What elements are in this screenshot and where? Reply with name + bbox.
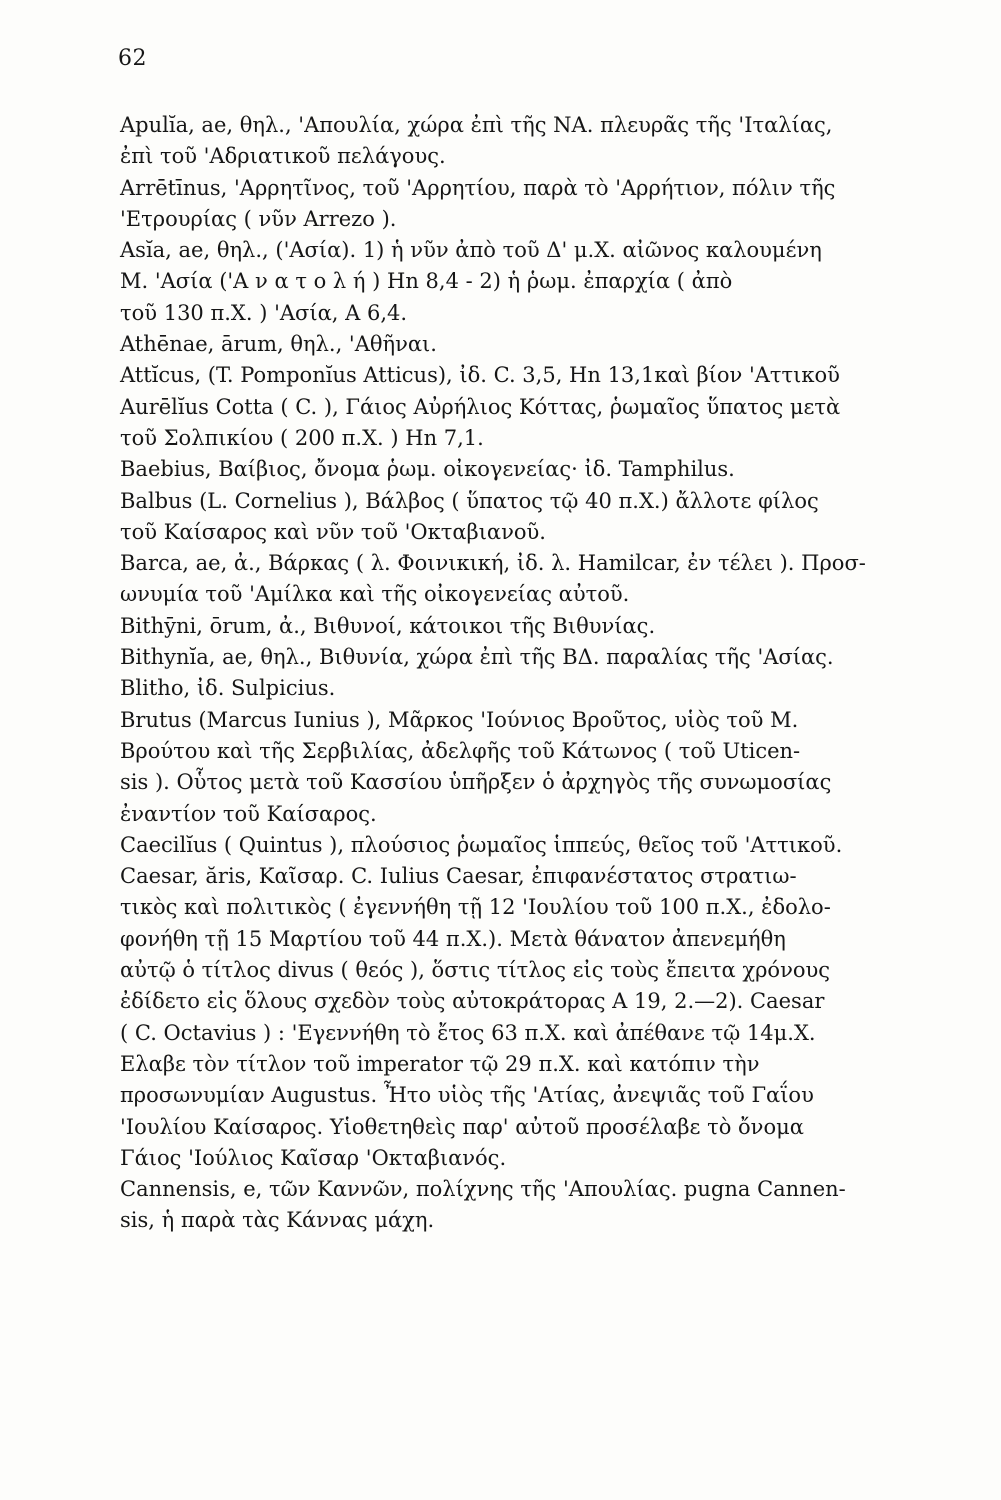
dictionary-entry [120, 1174, 980, 1237]
entry-headword-line: Aurēlĭus Cotta ( C. ), Γάιος Αὐρήλιος Κόττας, ῥωμαῖος ὕπατος μετὰ [120, 394, 841, 419]
entry-headword-line: Balbus (L. Cornelius ), Βάλβος ( ὕπατος τῷ 40 π.Χ.) ἄλλοτε φίλος [120, 488, 819, 513]
entry-headword-line: Caecilĭus ( Quintus ), πλούσιος ῥωμαῖος ἱππεύς, θεῖος τοῦ 'Αττικοῦ. [120, 832, 843, 857]
dictionary-entry [120, 611, 980, 642]
entry-headword-line: Asĭa, ae, θηλ., ('Ασία). 1) ἡ νῦν ἀπὸ τοῦ Δ' μ.Χ. αἰῶνος καλουμένη [120, 238, 822, 263]
entry-continuation-line: τοῦ 130 π.Χ. ) 'Ασία, A 6,4. [120, 300, 408, 325]
entry-continuation-line: sis ). Οὗτος μετὰ τοῦ Κασσίου ὑπῆρξεν ὁ ἀρχηγὸς τῆς συνωμοσίας [120, 770, 832, 795]
entry-headword-line: Caesar, ăris, Καῖσαρ. C. Iulius Caesar, ἐπιφανέστατος στρατιω- [120, 864, 797, 889]
dictionary-entries [120, 110, 980, 1237]
entry-continuation-line: αὐτῷ ὁ τίτλος divus ( θεός ), ὅστις τίτλος εἰς τοὺς ἔπειτα χρόνους [120, 958, 831, 983]
entry-headword-line: Bithȳni, ōrum, ἀ., Βιθυνοί, κάτοικοι τῆς Βιθυνίας. [120, 613, 656, 638]
entry-headword-line: Apulĭa, ae, θηλ., 'Απουλία, χώρα ἐπὶ τῆς ΝΑ. πλευρᾶς τῆς 'Ιταλίας, [120, 113, 833, 137]
dictionary-entry [120, 861, 980, 1174]
dictionary-entry [120, 705, 980, 830]
dictionary-entry [120, 173, 980, 236]
entry-continuation-line: φονήθη τῇ 15 Μαρτίου τοῦ 44 π.Χ.). Μετὰ θάνατον ἀπενεμήθη [120, 926, 786, 951]
entry-headword-line: Baebius, Βαίβιος, ὄνομα ῥωμ. οἰκογενείας· ἰδ. Tamphilus. [120, 457, 735, 482]
entry-headword-line: Arrētīnus, 'Αρρητῖνος, τοῦ 'Αρρητίου, παρὰ τὸ 'Αρρήτιον, πόλιν τῆς [120, 175, 836, 200]
entry-continuation-line: Βρούτου καὶ τῆς Σερβιλίας, ἀδελφῆς τοῦ Κάτωνος ( τοῦ Uticen- [120, 738, 801, 763]
entry-continuation-line: 'Ετρουρίας ( νῦν Arrezo ). [120, 206, 397, 231]
entry-continuation-line: 'Ιουλίου Καίσαρος. Υἱοθετηθεὶς παρ' αὐτοῦ προσέλαβε τὸ ὄνομα [120, 1114, 804, 1139]
dictionary-entry [120, 329, 980, 360]
entry-continuation-line: ἐδίδετο εἰς ὅλους σχεδὸν τοὺς αὐτοκράτορας A 19, 2.—2). Caesar [120, 989, 825, 1014]
entry-continuation-line: Ελαβε τὸν τίτλον τοῦ imperator τῷ 29 π.Χ. καὶ κατόπιν τὴν [120, 1051, 760, 1076]
entry-headword-line: Athēnae, ārum, θηλ., 'Αθῆναι. [120, 332, 437, 357]
entry-continuation-line: τοῦ Καίσαρος καὶ νῦν τοῦ 'Οκταβιανοῦ. [120, 519, 546, 544]
dictionary-entry [120, 548, 980, 611]
entry-headword-line: Barca, ae, ἀ., Βάρκας ( λ. Φοινικική, ἰδ. λ. Hamilcar, ἐν τέλει ). Προσ- [120, 551, 866, 576]
entry-continuation-line: ἐναντίον τοῦ Καίσαρος. [120, 801, 377, 826]
entry-continuation-line: τοῦ Σολπικίου ( 200 π.Χ. ) Hn 7,1. [120, 425, 484, 450]
dictionary-entry [120, 392, 980, 455]
dictionary-entry [120, 235, 980, 329]
dictionary-entry [120, 486, 980, 549]
entry-continuation-line: Μ. 'Ασία ('Α ν α τ ο λ ή ) Hn 8,4 - 2) ἡ ῥωμ. ἐπαρχία ( ἀπὸ [120, 269, 733, 294]
dictionary-entry [120, 830, 980, 861]
entry-continuation-line: προσωνυμίαν Augustus. Ἦτο υἱὸς τῆς 'Ατίας, ἀνεψιᾶς τοῦ Γαΐου [120, 1083, 814, 1108]
page-number: 62 [118, 46, 147, 71]
entry-continuation-line: ἐπὶ τοῦ 'Αδριατικοῦ πελάγους. [120, 144, 446, 169]
entry-headword-line: Attĭcus, (T. Pomponĭus Atticus), ἰδ. C. 3,5, Hn 13,1καὶ βίον 'Αττικοῦ [120, 363, 840, 388]
dictionary-entry [120, 110, 980, 173]
entry-headword-line: Blitho, ἰδ. Sulpicius. [120, 676, 336, 701]
entry-headword-line: Bithynĭa, ae, θηλ., Βιθυνία, χώρα ἐπὶ τῆς ΒΔ. παραλίας τῆς 'Ασίας. [120, 645, 834, 670]
entry-headword-line: Brutus (Marcus Iunius ), Μᾶρκος 'Ιούνιος Βροῦτος, υἱὸς τοῦ Μ. [120, 707, 799, 732]
dictionary-entry [120, 673, 980, 704]
entry-continuation-line: sis, ἡ παρὰ τὰς Κάννας μάχη. [120, 1208, 435, 1233]
entry-continuation-line: Γάιος 'Ιούλιος Καῖσαρ 'Οκταβιανός. [120, 1145, 507, 1170]
dictionary-entry [120, 454, 980, 485]
entry-continuation-line: ωνυμία τοῦ 'Αμίλκα καὶ τῆς οἰκογενείας αὐτοῦ. [120, 582, 630, 607]
dictionary-entry [120, 642, 980, 673]
entry-headword-line: Cannensis, e, τῶν Καννῶν, πολίχνης τῆς 'Απουλίας. pugna Cannen- [120, 1177, 846, 1202]
dictionary-entry [120, 360, 980, 391]
entry-continuation-line: ( C. Octavius ) : 'Εγεννήθη τὸ ἔτος 63 π.Χ. καὶ ἀπέθανε τῷ 14μ.Χ. [120, 1020, 816, 1045]
entry-continuation-line: τικὸς καὶ πολιτικὸς ( ἐγεννήθη τῇ 12 'Ιουλίου τοῦ 100 π.Χ., ἐδολο- [120, 895, 831, 920]
